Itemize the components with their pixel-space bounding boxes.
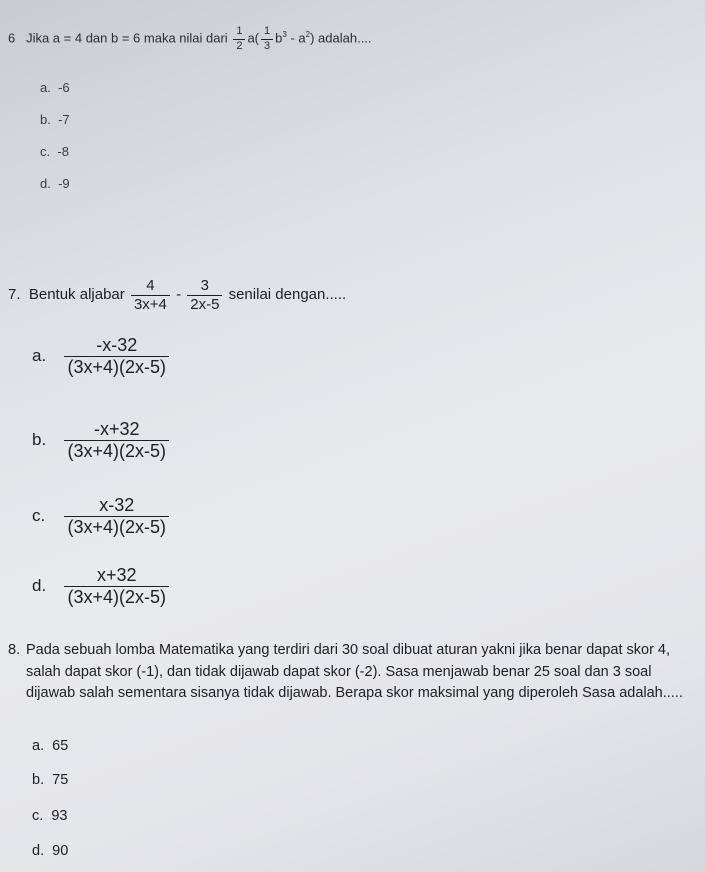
question-text-end: senilai dengan.....	[228, 286, 347, 304]
question-number: 6	[8, 30, 16, 46]
option-d[interactable]: d. -9	[40, 176, 70, 191]
question-6-stem: 6 Jika a = 4 dan b = 6 maka nilai dari $\frac{1}{2}$ a( $\frac{1}{3}$ $b^3 - a^2$) adalah....	[8, 25, 372, 52]
option-b[interactable]: b. $\frac{-x+32}{(3x+4)(2x-5)}$	[32, 420, 171, 461]
question-text: Pada sebuah lomba Matematika yang terdiri dari 30 soal dibuat aturan yakni jika benar dapat skor 4, salah dapat skor (-1), dan tidak dijawab dapat skor (-2). Sasa menjawab benar 25 soal dan 3 soal dijawab salah sementara sisanya tidak dijawab. Berapa skor maksimal yang diperoleh Sasa adalah.....	[26, 642, 683, 701]
fraction-half: $\frac{1}{2}$	[233, 26, 245, 52]
option-d[interactable]: d. $\frac{x+32}{(3x+4)(2x-5)}$	[32, 566, 171, 607]
option-fraction: $\frac{-x-32}{(3x+4)(2x-5)}$	[64, 336, 169, 377]
option-d[interactable]: d. 90	[32, 843, 69, 859]
option-c[interactable]: c. $\frac{x-32}{(3x+4)(2x-5)}$	[32, 496, 171, 537]
option-b[interactable]: b. -7	[40, 112, 70, 127]
option-c[interactable]: c. -8	[40, 144, 69, 159]
option-a[interactable]: a. -6	[40, 80, 70, 95]
option-a[interactable]: a. 65	[32, 738, 69, 754]
question-text: Jika a = 4 dan b = 6 maka nilai dari	[26, 30, 228, 46]
question-text-end: adalah....	[318, 30, 372, 46]
question-7-stem: 7. Bentuk aljabar $\frac{4}{3x+4}$ - $\frac{3}{2x-5}$ senilai dengan.....	[8, 277, 347, 313]
fraction-4-over-3x4: $\frac{4}{3x+4}$	[131, 278, 170, 313]
option-a[interactable]: a. $\frac{-x-32}{(3x+4)(2x-5)}$	[32, 336, 171, 377]
option-fraction: $\frac{-x+32}{(3x+4)(2x-5)}$	[64, 420, 169, 461]
option-fraction: $\frac{x-32}{(3x+4)(2x-5)}$	[64, 496, 169, 537]
option-b[interactable]: b. 75	[32, 772, 69, 788]
question-number: 8.	[8, 642, 21, 658]
question-number: 7.	[8, 286, 21, 304]
question-text: Bentuk aljabar	[28, 286, 125, 304]
question-8-stem	[8, 640, 698, 705]
option-fraction: $\frac{x+32}{(3x+4)(2x-5)}$	[64, 566, 169, 607]
option-c[interactable]: c. 93	[32, 808, 68, 824]
fraction-3-over-2x5: $\frac{3}{2x-5}$	[187, 278, 222, 313]
fraction-third: $\frac{1}{3}$	[261, 26, 273, 52]
